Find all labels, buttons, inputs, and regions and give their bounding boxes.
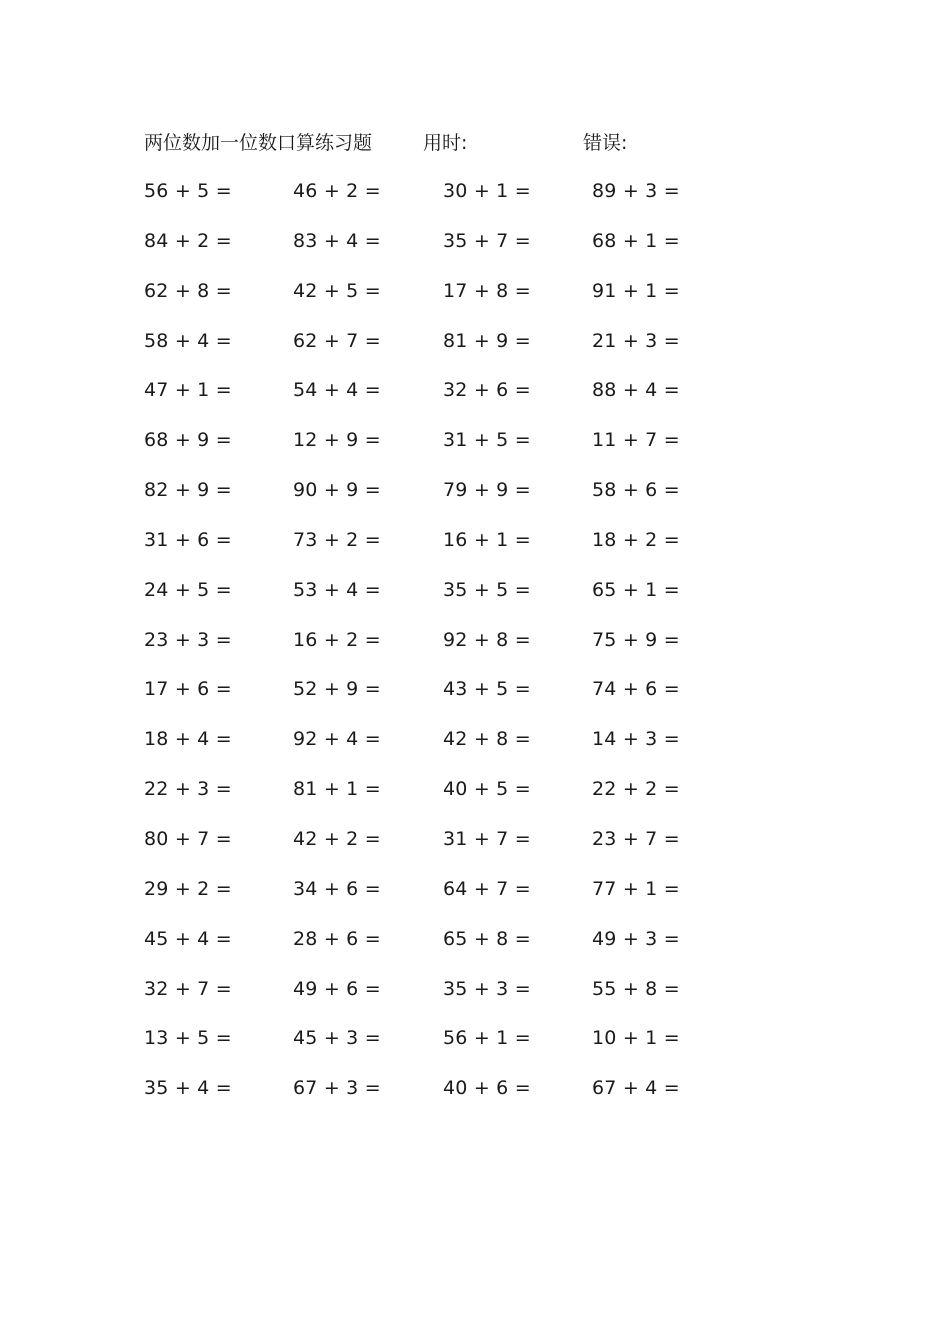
problem-item: 68 + 1 = — [592, 229, 680, 252]
problem-item: 56 + 1 = — [443, 1027, 531, 1050]
problem-row — [144, 674, 744, 724]
problem-row — [144, 475, 744, 525]
problem-item: 64 + 7 = — [443, 877, 531, 900]
problem-item: 23 + 7 = — [592, 827, 680, 850]
problem-row — [144, 326, 744, 376]
problem-row — [144, 625, 744, 675]
problem-item: 67 + 3 = — [293, 1077, 381, 1100]
problem-row — [144, 176, 744, 226]
problem-item: 65 + 8 = — [443, 927, 531, 950]
problem-item: 74 + 6 = — [592, 678, 680, 701]
problem-row — [144, 774, 744, 824]
problem-item: 32 + 6 = — [443, 379, 531, 402]
problem-item: 65 + 1 = — [592, 578, 680, 601]
problem-item: 49 + 6 = — [293, 977, 381, 1000]
problem-item: 11 + 7 = — [592, 429, 680, 452]
problem-item: 75 + 9 = — [592, 628, 680, 651]
problem-item: 31 + 7 = — [443, 827, 531, 850]
problem-item: 35 + 3 = — [443, 977, 531, 1000]
problem-item: 47 + 1 = — [144, 379, 232, 402]
problem-row — [144, 1073, 744, 1123]
problem-item: 43 + 5 = — [443, 678, 531, 701]
problem-item: 18 + 2 = — [592, 528, 680, 551]
problem-item: 89 + 3 = — [592, 180, 680, 202]
problem-item: 55 + 8 = — [592, 977, 680, 1000]
problem-item: 42 + 8 = — [443, 728, 531, 751]
problem-item: 80 + 7 = — [144, 827, 232, 850]
problem-item: 31 + 6 = — [144, 528, 232, 551]
problem-row — [144, 824, 744, 874]
problem-item: 28 + 6 = — [293, 927, 381, 950]
problem-item: 32 + 7 = — [144, 977, 232, 1000]
problem-item: 40 + 5 = — [443, 778, 531, 801]
problem-item: 45 + 4 = — [144, 927, 232, 950]
problem-item: 77 + 1 = — [592, 877, 680, 900]
problem-item: 34 + 6 = — [293, 877, 381, 900]
problem-item: 42 + 2 = — [293, 827, 381, 850]
problem-item: 10 + 1 = — [592, 1027, 680, 1050]
problem-item: 68 + 9 = — [144, 429, 232, 452]
problem-item: 16 + 1 = — [443, 528, 531, 551]
problem-row — [144, 874, 744, 924]
problem-item: 49 + 3 = — [592, 927, 680, 950]
problem-item: 13 + 5 = — [144, 1027, 232, 1050]
problem-item: 73 + 2 = — [293, 528, 381, 551]
problem-item: 22 + 3 = — [144, 778, 232, 801]
problem-item: 29 + 2 = — [144, 877, 232, 900]
problem-item: 21 + 3 = — [592, 329, 680, 352]
problem-item: 24 + 5 = — [144, 578, 232, 601]
problem-row — [144, 425, 744, 475]
problem-row — [144, 525, 744, 575]
problem-row — [144, 375, 744, 425]
problem-item: 12 + 9 = — [293, 429, 381, 452]
problem-item: 35 + 5 = — [443, 578, 531, 601]
problem-item: 82 + 9 = — [144, 479, 232, 502]
problem-item: 17 + 6 = — [144, 678, 232, 701]
problem-item: 42 + 5 = — [293, 279, 381, 302]
problem-item: 23 + 3 = — [144, 628, 232, 651]
problem-row — [144, 276, 744, 326]
problem-item: 90 + 9 = — [293, 479, 381, 502]
problem-item: 84 + 2 = — [144, 229, 232, 252]
worksheet-title: 两位数加一位数口算练习题 — [144, 132, 373, 154]
problem-item: 62 + 7 = — [293, 329, 381, 352]
problem-item: 83 + 4 = — [293, 229, 381, 252]
problem-item: 58 + 4 = — [144, 329, 232, 352]
problem-item: 40 + 6 = — [443, 1077, 531, 1100]
problem-row — [144, 724, 744, 774]
problem-row — [144, 1023, 744, 1073]
time-label: 用时: — [423, 132, 468, 154]
problem-item: 18 + 4 = — [144, 728, 232, 751]
problem-item: 35 + 7 = — [443, 229, 531, 252]
problem-item: 67 + 4 = — [592, 1077, 680, 1100]
problem-item: 62 + 8 = — [144, 279, 232, 302]
problem-item: 79 + 9 = — [443, 479, 531, 502]
problem-item: 30 + 1 = — [443, 180, 531, 202]
problem-item: 81 + 9 = — [443, 329, 531, 352]
problem-grid — [144, 176, 744, 1123]
problem-item: 35 + 4 = — [144, 1077, 232, 1100]
problem-row — [144, 226, 744, 276]
worksheet-header — [0, 128, 950, 158]
problem-item: 46 + 2 = — [293, 180, 381, 202]
problem-item: 17 + 8 = — [443, 279, 531, 302]
problem-item: 54 + 4 = — [293, 379, 381, 402]
problem-item: 22 + 2 = — [592, 778, 680, 801]
problem-row — [144, 575, 744, 625]
problem-item: 45 + 3 = — [293, 1027, 381, 1050]
problem-item: 16 + 2 = — [293, 628, 381, 651]
problem-item: 81 + 1 = — [293, 778, 381, 801]
problem-item: 92 + 4 = — [293, 728, 381, 751]
problem-row — [144, 974, 744, 1024]
problem-item: 52 + 9 = — [293, 678, 381, 701]
problem-item: 14 + 3 = — [592, 728, 680, 751]
problem-row — [144, 924, 744, 974]
problem-item: 56 + 5 = — [144, 180, 232, 202]
problem-item: 92 + 8 = — [443, 628, 531, 651]
problem-item: 88 + 4 = — [592, 379, 680, 402]
problem-item: 53 + 4 = — [293, 578, 381, 601]
problem-item: 58 + 6 = — [592, 479, 680, 502]
problem-item: 91 + 1 = — [592, 279, 680, 302]
error-label: 错误: — [583, 132, 628, 154]
problem-item: 31 + 5 = — [443, 429, 531, 452]
